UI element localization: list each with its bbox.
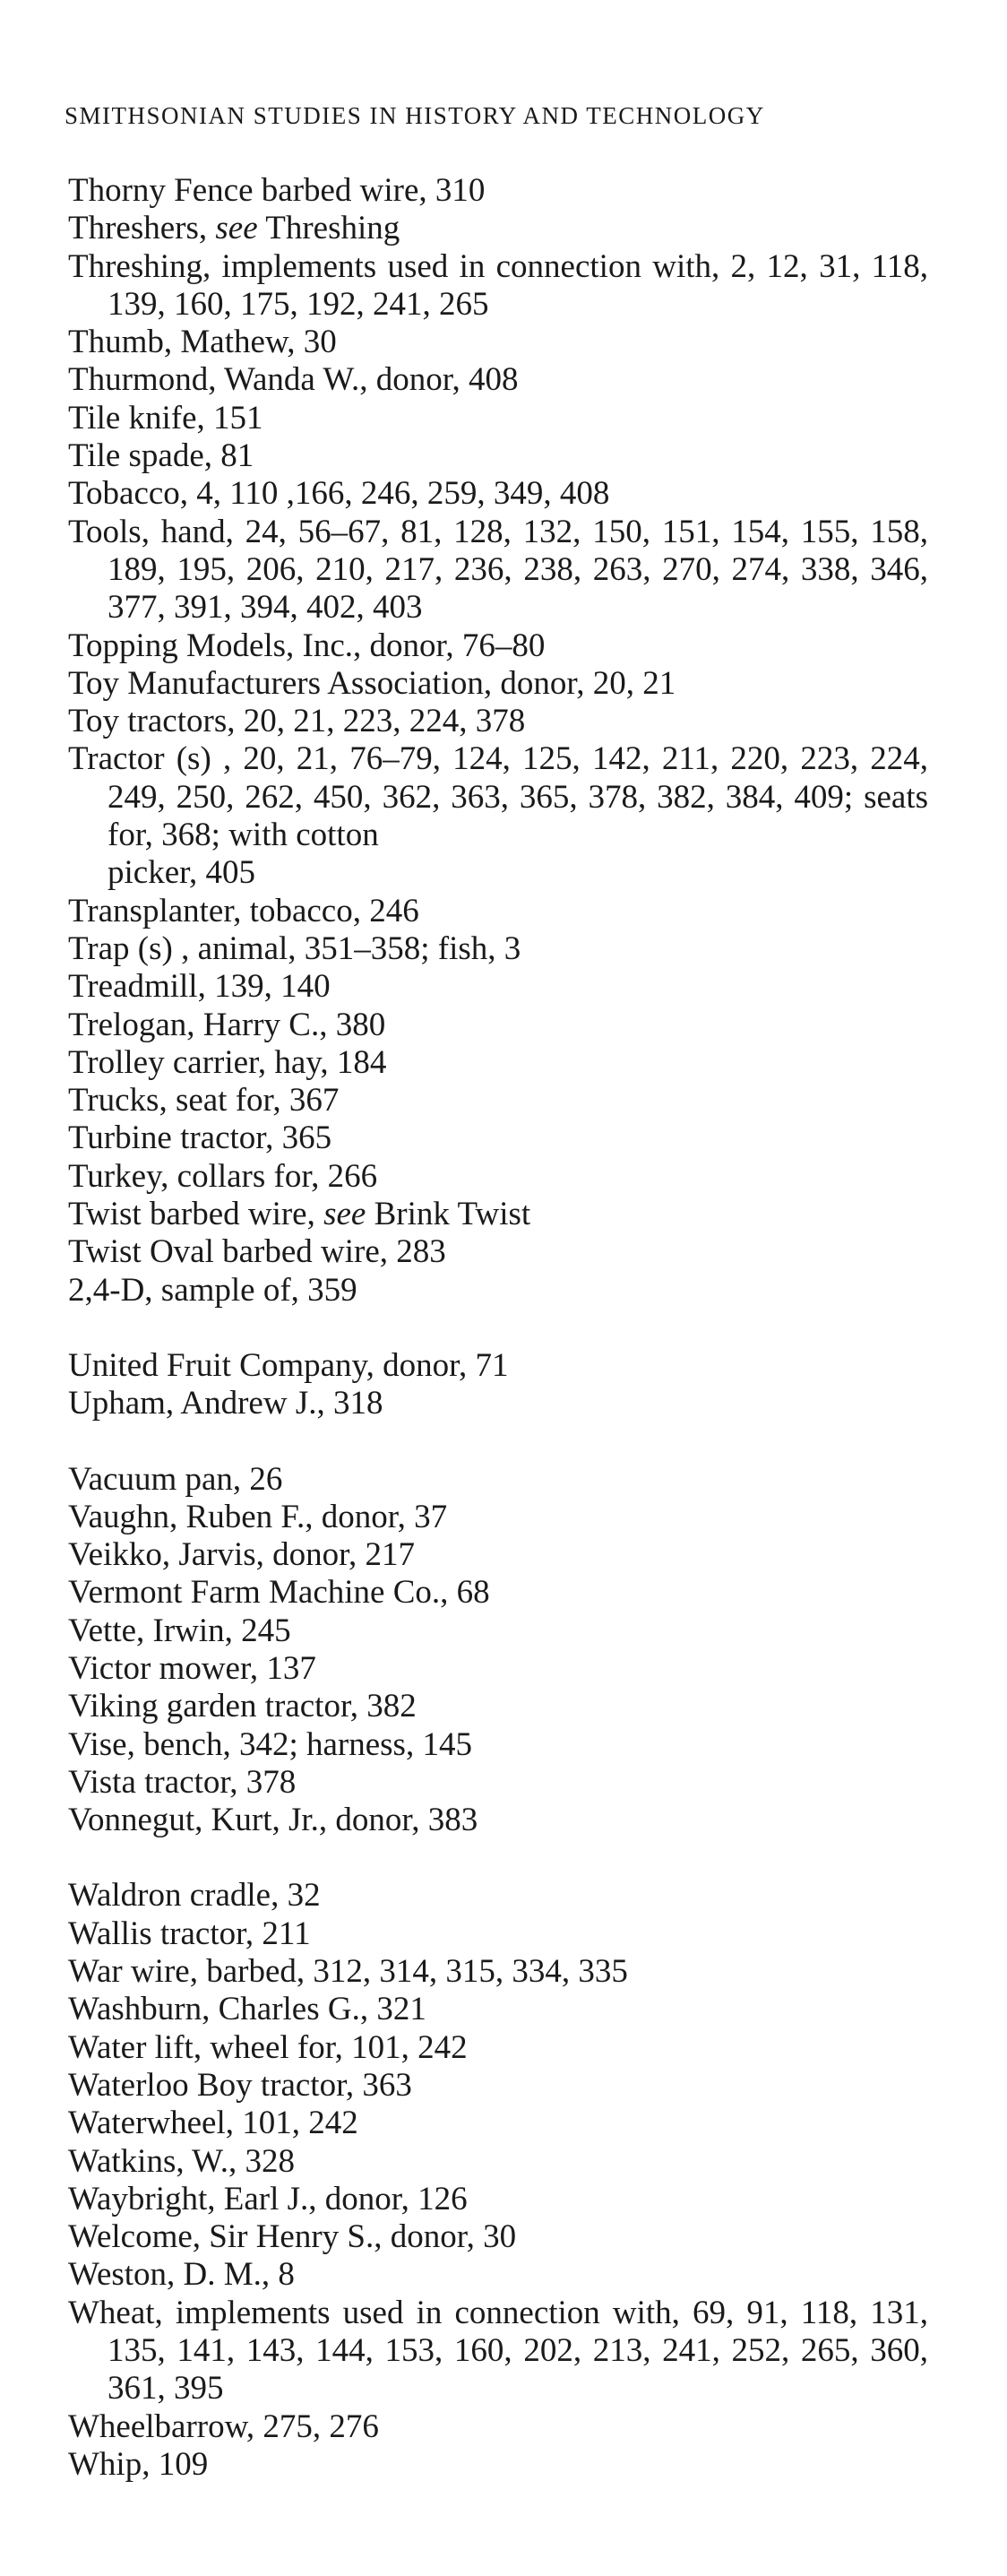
index-entry — [68, 1991, 928, 2028]
entry-text: Twist barbed wire, — [68, 1196, 324, 1233]
index-entry — [68, 968, 928, 1006]
entry-text: Veikko, Jarvis, donor, 217 — [68, 1536, 415, 1574]
index-entry — [68, 172, 928, 210]
entry-text: Water lift, wheel for, 101, 242 — [68, 2028, 468, 2066]
index-entry — [68, 1119, 928, 1157]
index-entry — [68, 2067, 928, 2105]
index-entry — [68, 1953, 928, 1991]
entry-text: Threshers, — [68, 210, 216, 247]
index-entry — [68, 1082, 928, 1119]
entry-text: Turbine tractor, 365 — [68, 1119, 332, 1157]
entry-text: Treadmill, 139, 140 — [68, 968, 331, 1006]
entry-text: Watkins, W., 328 — [68, 2142, 295, 2180]
entry-text: Waterwheel, 101, 242 — [68, 2105, 358, 2142]
index-entry — [68, 2181, 928, 2218]
entry-text: Trelogan, Harry C., 380 — [68, 1006, 386, 1043]
entry-text: Waybright, Earl J., donor, 126 — [68, 2180, 468, 2217]
index-entry-continuation: picker, 405 — [108, 854, 255, 892]
index-entry — [68, 2408, 928, 2446]
entry-text: Vacuum pan, 26 — [68, 1460, 283, 1498]
entry-text: Trolley carrier, hay, 184 — [68, 1043, 387, 1081]
index-list — [68, 172, 928, 2521]
entry-text: Tools, hand, 24, 56–67, 81, 128, 132, 150, 151, 154, 155, 158, 189, 195, 206, 210, 217, 236, 238, 263, 270, 274, 338, 346, 377, 391, 394, 402, 403 — [68, 513, 928, 627]
entry-text: Toy tractors, 20, 21, 223, 224, 378 — [68, 703, 526, 740]
index-entry — [68, 400, 928, 437]
index-entry — [68, 210, 928, 247]
index-entry — [68, 1764, 928, 1802]
entry-text: Topping Models, Inc., donor, 76–80 — [68, 627, 546, 664]
entry-text: Weston, D. M., 8 — [68, 2256, 295, 2294]
entry-text: Trucks, seat for, 367 — [68, 1082, 340, 1119]
entry-text: Wheat, implements used in connection with, 69, 91, 118, 131, 135, 141, 143, 144, 153, 160, 202, 213, 241, 252, 265, 360, 361, 395 — [68, 2294, 928, 2407]
index-entry — [68, 665, 928, 703]
index-entry — [68, 1574, 928, 1612]
entry-text: 2,4-D, sample of, 359 — [68, 1271, 357, 1309]
entry-text: Trap (s) , animal, 351–358; fish, 3 — [68, 929, 521, 967]
entry-text: Tile knife, 151 — [68, 399, 263, 437]
entry-text: Wallis tractor, 211 — [68, 1915, 311, 1952]
index-entry — [68, 1726, 928, 1764]
index-entry — [68, 1272, 928, 1310]
index-entry — [68, 2218, 928, 2256]
see-reference: see — [323, 1196, 366, 1233]
index-entry — [68, 2256, 928, 2294]
entry-text: Victor mower, 137 — [68, 1649, 316, 1687]
entry-text: Thurmond, Wanda W., donor, 408 — [68, 361, 519, 399]
index-entry — [68, 2105, 928, 2142]
index-entry — [68, 930, 928, 968]
entry-text: Welcome, Sir Henry S., donor, 30 — [68, 2218, 517, 2256]
entry-text: Tile spade, 81 — [68, 437, 254, 475]
entry-text: Twist Oval barbed wire, 283 — [68, 1233, 446, 1271]
entry-text: Brink Twist — [366, 1196, 531, 1233]
index-entry — [68, 475, 928, 513]
entry-text: Waterloo Boy tractor, 363 — [68, 2066, 412, 2104]
entry-text: Tobacco, 4, 110 ,166, 246, 259, 349, 408 — [68, 475, 610, 513]
entry-text: Thorny Fence barbed wire, 310 — [68, 172, 486, 209]
index-entry — [68, 1007, 928, 1044]
index-entry — [68, 2446, 928, 2484]
index-section — [68, 1461, 928, 1840]
index-entry — [68, 324, 928, 361]
entry-text: Tractor (s) , 20, 21, 76–79, 124, 125, 142, 211, 220, 223, 224, 249, 250, 262, 450, 362, 363, 365, 378, 382, 384, 409; seats for, 368; with cotton — [68, 740, 928, 854]
index-entry — [68, 1158, 928, 1196]
entry-text: Vise, bench, 342; harness, 145 — [68, 1725, 472, 1763]
index-entry — [68, 1688, 928, 1725]
index-entry — [68, 1044, 928, 1082]
entry-text: Thumb, Mathew, 30 — [68, 324, 337, 361]
entry-text: Threshing — [257, 210, 400, 247]
index-entry — [68, 1499, 928, 1536]
index-entry — [68, 1461, 928, 1499]
entry-text: Vaughn, Ruben F., donor, 37 — [68, 1498, 448, 1535]
index-entry — [68, 1915, 928, 1953]
index-entry — [68, 893, 928, 930]
index-entry — [68, 1347, 928, 1385]
entry-text: Upham, Andrew J., 318 — [68, 1385, 383, 1422]
entry-text: Whip, 109 — [68, 2445, 209, 2483]
index-entry — [68, 361, 928, 399]
index-entry — [68, 1650, 928, 1688]
entry-text: Viking garden tractor, 382 — [68, 1688, 417, 1725]
entry-text: Wheelbarrow, 275, 276 — [68, 2407, 379, 2445]
index-entry — [68, 2295, 928, 2408]
index-entry — [68, 1385, 928, 1422]
index-entry — [68, 703, 928, 740]
entry-text: Washburn, Charles G., 321 — [68, 1991, 426, 2028]
index-entry — [68, 2143, 928, 2181]
entry-text: Transplanter, tobacco, 246 — [68, 892, 419, 929]
see-reference: see — [215, 210, 258, 247]
entry-text: Threshing, implements used in connection with, 2, 12, 31, 118, 139, 160, 175, 192, 241, 265 — [68, 247, 928, 323]
entry-text: Vonnegut, Kurt, Jr., donor, 383 — [68, 1802, 478, 1839]
index-entry — [68, 1536, 928, 1574]
index-entry — [68, 514, 928, 627]
entry-text: Vermont Farm Machine Co., 68 — [68, 1574, 490, 1612]
index-entry — [68, 740, 928, 854]
entry-text: Turkey, collars for, 266 — [68, 1157, 378, 1195]
index-section — [68, 1347, 928, 1423]
index-entry — [68, 248, 928, 324]
index-entry — [68, 1877, 928, 1915]
entry-text: Waldron cradle, 32 — [68, 1877, 321, 1915]
index-section — [68, 172, 928, 1310]
entry-text: Toy Manufacturers Association, donor, 20, 21 — [68, 664, 676, 702]
entry-text: Vista tractor, 378 — [68, 1763, 297, 1801]
index-section — [68, 1877, 928, 2484]
entry-text: United Fruit Company, donor, 71 — [68, 1346, 509, 1384]
index-entry — [68, 1196, 928, 1233]
index-entry — [68, 2029, 928, 2067]
index-entry — [68, 1612, 928, 1650]
entry-text: War wire, barbed, 312, 314, 315, 334, 335 — [68, 1953, 628, 1991]
running-head: SMITHSONIAN STUDIES IN HISTORY AND TECHNOLOGY — [65, 102, 765, 129]
index-entry — [68, 1233, 928, 1271]
index-entry — [68, 437, 928, 475]
entry-text: Vette, Irwin, 245 — [68, 1612, 291, 1649]
index-entry — [68, 1802, 928, 1839]
index-entry — [68, 627, 928, 665]
